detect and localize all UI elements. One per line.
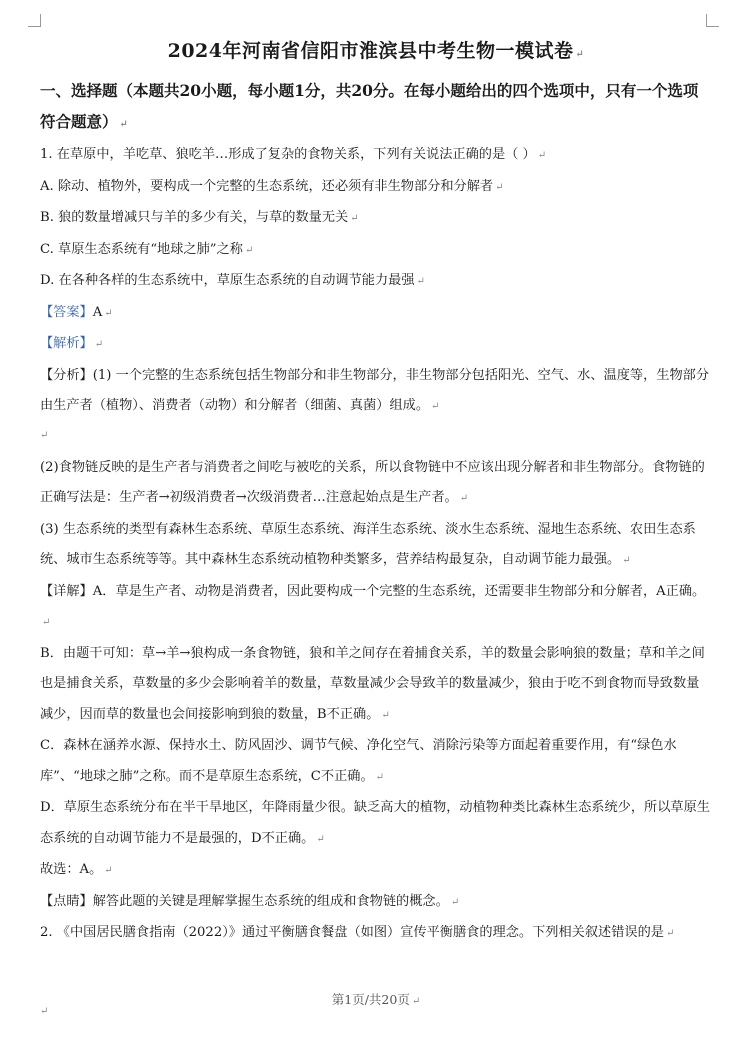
analysis-label: 【解析】 <box>40 336 93 351</box>
stem-text: 1. 在草原中，羊吃草、狼吃羊…形成了复杂的食物关系，下列有关说法正确的是（ ） <box>40 147 536 162</box>
page-footer <box>0 990 752 1008</box>
option-text: C. 草原生态系统有“地球之肺”之称 <box>40 241 243 257</box>
highlight-label: 【点睛】 <box>40 893 93 909</box>
detail-paragraph-b <box>40 639 712 732</box>
detail-paragraph-a <box>40 577 712 639</box>
document-page <box>40 30 712 950</box>
analysis-paragraph-3 <box>40 515 712 577</box>
paragraph-mark: ↵ <box>450 896 460 908</box>
paragraph-mark: ↵ <box>119 119 128 130</box>
choice-line <box>40 855 712 887</box>
analysis-sub-label: 【分析】 <box>40 367 93 383</box>
paragraph-mark: ↵ <box>104 865 113 876</box>
paragraph-mark: ↵ <box>665 928 675 939</box>
detail-text: A．草是生产者、动物是消费者，因此要构成一个完整的生态系统，还需要非生物部分和分解者，A正确。 <box>92 583 706 599</box>
paragraph-mark: ↵ <box>537 150 547 161</box>
paragraph-mark: ↵ <box>375 771 385 783</box>
crop-mark-top-right <box>706 14 719 27</box>
answer-value: A <box>92 304 103 320</box>
detail-text: C．森林在涵养水源、保持水土、防风固沙、调节气候、净化空气、消除污染等方面起着重要作用，有“绿色水库”、“地球之肺”之称。而不是草原生态系统，C不正确。 <box>40 738 677 784</box>
detail-paragraph-c <box>40 731 712 793</box>
question-1-option-c <box>40 235 712 267</box>
paragraph-mark: ↵ <box>244 244 254 256</box>
paragraph-mark: ↵ <box>381 709 390 721</box>
paragraph-mark: ↵ <box>316 833 325 845</box>
stem-text: 2. 《中国居民膳食指南（2022）》通过平衡膳食餐盘（如图）宣传平衡膳食的理念。下列相关叙述错误的是 <box>40 925 664 940</box>
highlight-text: 解答此题的关键是理解掌握生态系统的组成和食物链的概念。 <box>92 893 449 909</box>
question-2-stem <box>40 918 712 950</box>
detail-paragraph-d <box>40 793 712 855</box>
analysis-text: (2)食物链反映的是生产者与消费者之间吃与被吃的关系，所以食物链中不应该出现分解者和非生物部分。食物链的正确写法是：生产者→初级消费者→次级消费者…注意起始点是生产者。 <box>40 459 705 505</box>
paragraph-mark: ↵ <box>431 401 440 412</box>
analysis-paragraph-2 <box>40 453 712 515</box>
question-1-option-a <box>40 172 712 204</box>
analysis-text: (1) 一个完整的生态系统包括生物部分和非生物部分，非生物部分包括阳光、空气、水、温度等，生物部分由生产者（植物）、消费者（动物）和分解者（细菌、真菌）组成。 <box>40 367 710 413</box>
detail-text: B．由题干可知：草→羊→狼构成一条食物链，狼和羊之间存在着捕食关系，羊的数量会影响狼的数量；草和羊之间也是捕食关系，草数量的多少会影响着羊的数量，草数量减少会导致羊的数量减少，狼由于吃不到食物而导致数量减少，因而草的数量也会间接影响到狼的数量，B不正确。 <box>40 645 705 722</box>
page-number: 第1页/共20页 <box>331 992 410 1007</box>
analysis-text: (3) 生态系统的类型有森林生态系统、草原生态系统、海洋生态系统、淡水生态系统、湿地生态系统、农田生态系统、城市生态系统等等。其中森林生态系统动植物种类繁多，营养结构最复杂，自动调节能力最强。 <box>40 521 696 567</box>
paragraph-mark: ↵ <box>459 493 469 504</box>
option-text: D. 在各种各样的生态系统中，草原生态系统的自动调节能力最强 <box>40 273 415 288</box>
question-1-stem <box>40 140 712 172</box>
option-text: B. 狼的数量增减只与羊的多少有关，与草的数量无关 <box>40 210 349 225</box>
paragraph-mark: ↵ <box>104 307 113 319</box>
paragraph-mark: ↵ <box>40 429 49 441</box>
paragraph-mark: ↵ <box>411 996 421 1007</box>
answer-label: 【答案】 <box>40 304 93 320</box>
option-text: A. 除动、植物外，要构成一个完整的生态系统，还必须有非生物部分和分解者 <box>40 178 494 194</box>
choice-text: 故选：A。 <box>40 862 103 877</box>
analysis-line <box>40 329 712 361</box>
paragraph-mark: ↵ <box>350 213 359 224</box>
detail-text: D．草原生态系统分布在半干旱地区，年降雨量少很。缺乏高大的植物，动植物种类比森林生态系统少，所以草原生态系统的自动调节能力不是最强的，D不正确。 <box>40 800 710 846</box>
paragraph-mark: ↵ <box>575 49 585 60</box>
paragraph-mark: ↵ <box>622 555 631 566</box>
crop-mark-top-left <box>28 14 41 27</box>
title-text: 2024年河南省信阳市淮滨县中考生物一模试卷 <box>167 40 574 62</box>
blank-line <box>40 423 712 453</box>
answer-line <box>40 298 712 330</box>
detail-label: 【详解】 <box>40 583 93 599</box>
section-heading <box>40 75 712 140</box>
section-heading-text: 一、选择题（本题共20小题，每小题1分，共20分。在每小题给出的四个选项中，只有一个选项符合题意） <box>40 81 699 131</box>
paragraph-mark: ↵ <box>416 276 425 287</box>
paragraph-mark: ↵ <box>40 1006 49 1017</box>
paragraph-mark: ↵ <box>42 617 51 628</box>
highlight-line <box>40 887 712 919</box>
question-1-option-d <box>40 266 712 298</box>
question-1-option-b <box>40 203 712 235</box>
analysis-paragraph-1 <box>40 361 712 423</box>
page-title <box>40 36 712 63</box>
paragraph-mark: ↵ <box>495 181 504 193</box>
paragraph-mark: ↵ <box>94 339 104 350</box>
